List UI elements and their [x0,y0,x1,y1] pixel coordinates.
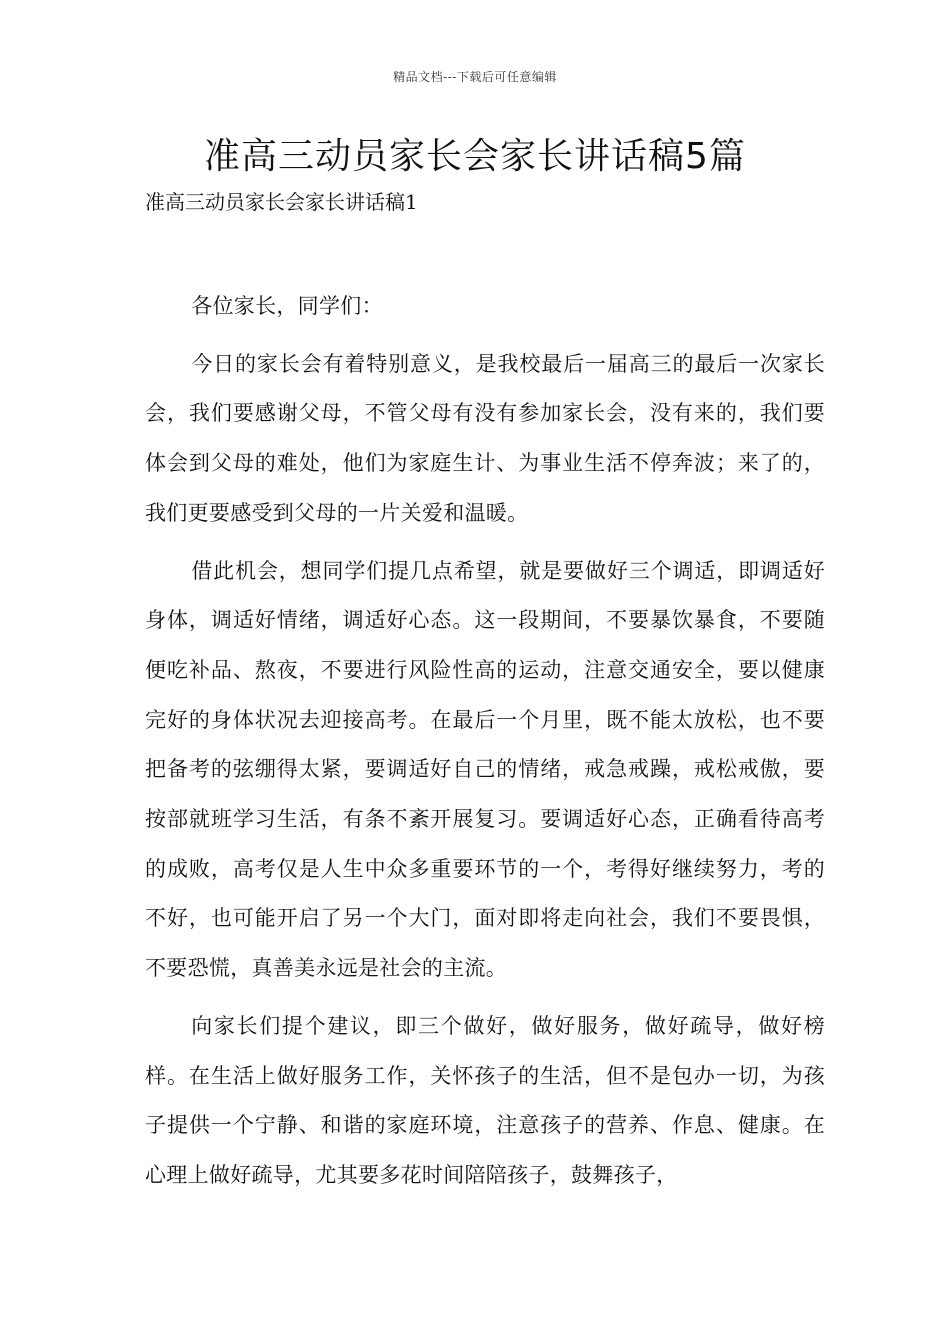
header-note: 精品文档---下载后可任意编辑 [393,70,557,84]
body-text [145,282,825,1209]
paragraph: 今日的家长会有着特别意义，是我校最后一届高三的最后一次家长会，我们要感谢父母，不管父母有没有参加家长会，没有来的，我们要体会到父母的难处，他们为家庭生计、为事业生活不停奔波；来了的，我们更要感受到父母的一片关爱和温暖。 [145,351,825,525]
document-title: 准高三动员家长会家长讲话稿5篇 [204,136,746,177]
paragraph: 向家长们提个建议，即三个做好，做好服务，做好疏导，做好榜样。在生活上做好服务工作，关怀孩子的生活，但不是包办一切，为孩子提供一个宁静、和谐的家庭环境，注意孩子的营养、作息、健康。在心理上做好疏导，尤其要多花时间陪陪孩子，鼓舞孩子， [145,1013,825,1187]
paragraph: 借此机会，想同学们提几点希望，就是要做好三个调适，即调适好身体，调适好情绪，调适好心态。这一段期间，不要暴饮暴食，不要随便吃补品、熬夜，不要进行风险性高的运动，注意交通安全，要以健康完好的身体状况去迎接高考。在最后一个月里，既不能太放松，也不要把备考的弦绷得太紧，要调适好自己的情绪，戒急戒躁，戒松戒傲，要按部就班学习生活，有条不紊开展复习。要调适好心态，正确看待高考的成败，高考仅是人生中众多重要环节的一个，考得好继续努力，考的不好，也可能开启了另一个大门，面对即将走向社会，我们不要畏惧，不要恐慌，真善美永远是社会的主流。 [145,558,825,981]
section-subtitle: 准高三动员家长会家长讲话稿1 [145,190,418,214]
paragraph-greeting: 各位家长，同学们： [191,294,383,318]
